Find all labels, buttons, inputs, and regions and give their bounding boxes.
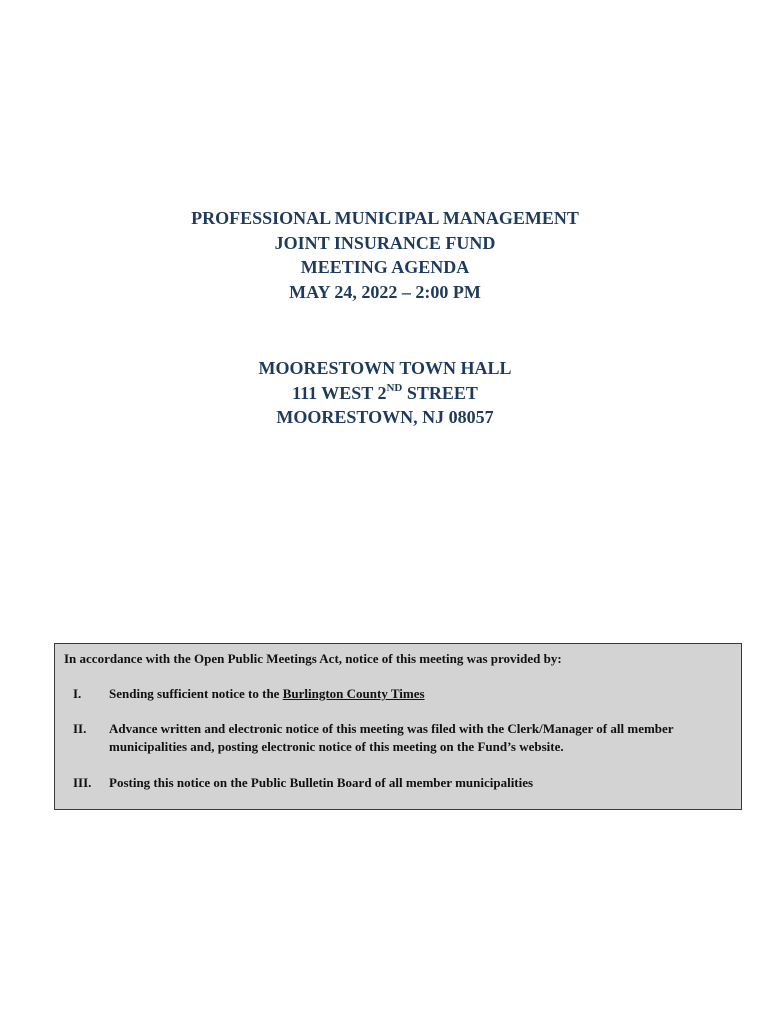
notice-item-numeral: I. (73, 686, 82, 701)
street-address-prefix: 111 WEST 2 (292, 382, 387, 403)
city-state-zip: MOORESTOWN, NJ 08057 (276, 407, 494, 427)
fund-name-title: JOINT INSURANCE FUND (274, 232, 496, 253)
meeting-location-block (0, 356, 770, 430)
notice-item-numeral: III. (73, 775, 92, 790)
venue-name: MOORESTOWN TOWN HALL (258, 358, 512, 378)
notice-item-numeral: II. (73, 721, 87, 736)
newspaper-name: Burlington County Times (282, 686, 425, 701)
notice-item-text-lead: Sending sufficient notice to the (109, 686, 283, 701)
street-address (0, 381, 770, 406)
street-address-ordinal: ND (386, 381, 403, 394)
notice-intro-text: In accordance with the Open Public Meetings Act, notice of this meeting was provided by: (64, 651, 562, 666)
public-notice-box (54, 643, 742, 810)
document-type-title: MEETING AGENDA (300, 257, 470, 277)
notice-item-text: Posting this notice on the Public Bulletin Board of all member municipalities (109, 775, 534, 790)
notice-item-text: Advance written and electronic notice of this meeting was filed with the Clerk/Manager of all member municipalities and, posting electronic notice of this meeting on the Fund’s website. (109, 721, 674, 754)
notice-item-text (109, 685, 733, 703)
agenda-title-block (0, 206, 770, 304)
fund-manager-title: PROFESSIONAL MUNICIPAL MANAGEMENT (191, 208, 579, 228)
meeting-date-time: MAY 24, 2022 – 2:00 PM (289, 281, 481, 302)
street-address-suffix: STREET (402, 382, 478, 403)
